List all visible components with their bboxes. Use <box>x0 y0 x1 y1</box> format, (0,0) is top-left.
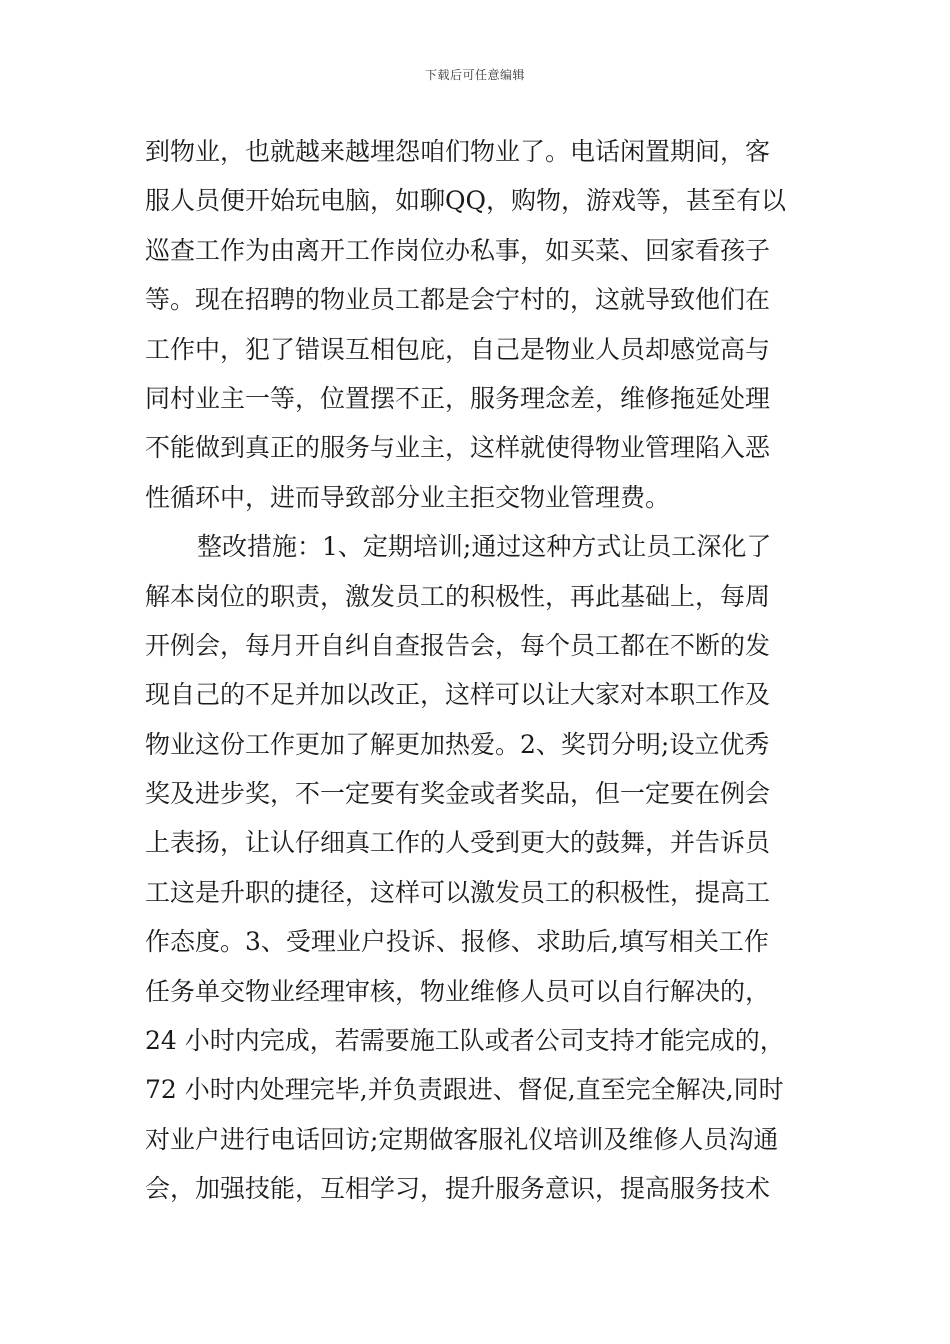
text-line: 性循环中，进而导致部分业主拒交物业管理费。 <box>145 482 671 512</box>
text-line: 服人员便开始玩电脑，如聊QQ，购物，游戏等，甚至有以 <box>145 186 786 216</box>
text-line: 作态度。3、受理业户投诉、报修、求助后,填写相关工作 <box>145 927 769 957</box>
text-line: 工这是升职的捷径，这样可以激发员工的积极性，提高工 <box>145 877 771 907</box>
text-line: 物业这份工作更加了解更加热爱。2、奖罚分明;设立优秀 <box>145 729 770 759</box>
text-line: 72 小时内处理完毕,并负责跟进、督促,直至完全解决,同时 <box>145 1075 784 1105</box>
text-line: 任务单交物业经理审核，物业维修人员可以自行解决的， <box>145 976 771 1006</box>
text-line: 上表扬，让认仔细真工作的人受到更大的鼓舞，并告诉员 <box>145 828 771 858</box>
document-body <box>145 127 810 1214</box>
text-line: 对业户进行电话回访;定期做客服礼仪培训及维修人员沟通 <box>145 1124 779 1154</box>
text-line: 现自己的不足并加以改正，这样可以让大家对本职工作及 <box>145 680 771 710</box>
text-line: 等。现在招聘的物业员工都是会宁村的，这就导致他们在 <box>145 285 771 315</box>
text-line: 不能做到真正的服务与业主，这样就使得物业管理陷入恶 <box>145 433 771 463</box>
text-line: 会，加强技能，互相学习，提升服务意识，提高服务技术 <box>145 1174 771 1204</box>
text-line: 解本岗位的职责，激发员工的积极性，再此基础上，每周 <box>145 581 771 611</box>
text-line: 工作中，犯了错误互相包庇，自己是物业人员却感觉高与 <box>145 334 771 364</box>
paragraph-start-line: 整改措施：1、定期培训;通过这种方式让员工深化了 <box>197 532 772 562</box>
text-line: 24 小时内完成，若需要施工队或者公司支持才能完成的， <box>145 1026 785 1056</box>
text-line: 到物业，也就越来越埋怨咱们物业了。电话闲置期间，客 <box>145 137 771 166</box>
text-line: 奖及进步奖，不一定要有奖金或者奖品，但一定要在例会 <box>145 779 771 809</box>
page-header: 下载后可任意编辑 <box>424 68 525 82</box>
text-line: 巡查工作为由离开工作岗位办私事，如买菜、回家看孩子 <box>145 235 771 265</box>
text-line: 开例会，每月开自纠自查报告会，每个员工都在不断的发 <box>145 630 771 660</box>
text-line: 同村业主一等，位置摆不正，服务理念差，维修拖延处理 <box>145 383 771 413</box>
